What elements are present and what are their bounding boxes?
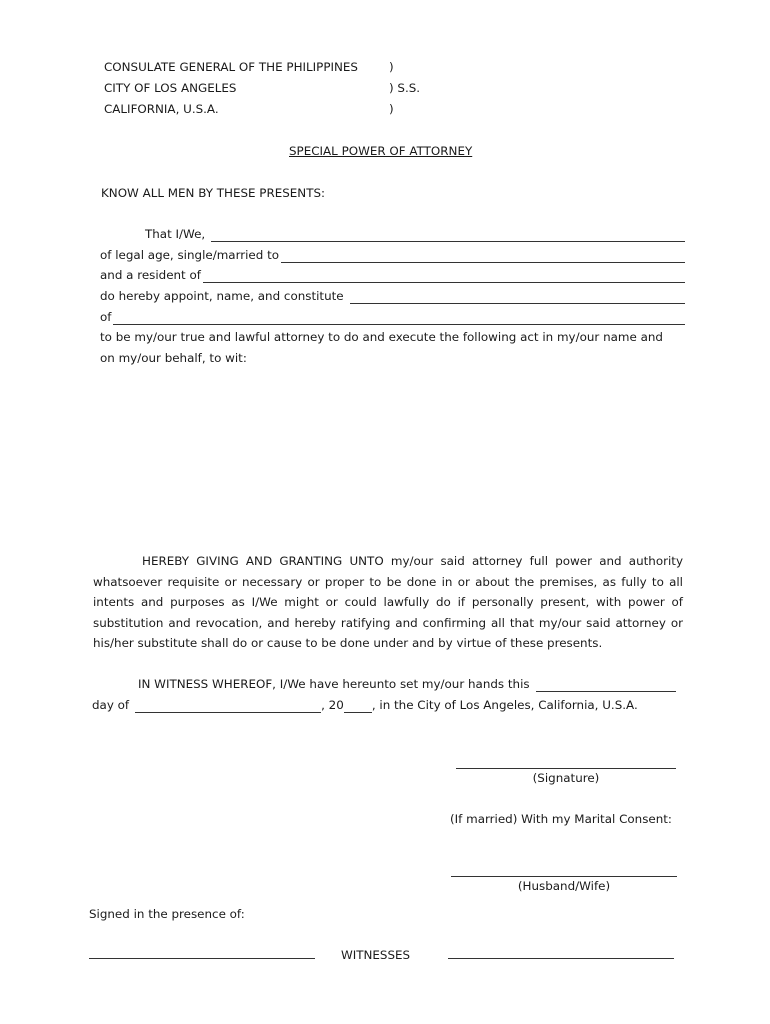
granting-paragraph xyxy=(93,551,683,654)
year-prefix: , 20 xyxy=(321,698,344,712)
resident-label: and a resident of xyxy=(100,268,201,282)
principal-name-blank[interactable] xyxy=(211,229,685,242)
attorney-name-blank[interactable] xyxy=(350,291,685,304)
header-bracket-3: ) xyxy=(389,102,394,116)
witness-1-signature-line[interactable] xyxy=(89,958,315,959)
marital-consent-label: (If married) With my Marital Consent: xyxy=(450,812,672,826)
intro-text: KNOW ALL MEN BY THESE PRESENTS: xyxy=(101,186,326,200)
document-title: SPECIAL POWER OF ATTORNEY xyxy=(289,144,473,158)
spouse-label: (Husband/Wife) xyxy=(517,879,611,893)
witnesses-label: WITNESSES xyxy=(341,948,411,962)
signed-presence-label: Signed in the presence of: xyxy=(89,907,245,921)
attorney-address-blank[interactable] xyxy=(113,312,685,325)
spouse-name-field[interactable] xyxy=(100,247,685,263)
month-blank[interactable] xyxy=(135,700,321,713)
residence-blank[interactable] xyxy=(203,270,685,283)
purpose-line-1: to be my/our true and lawful attorney to do and execute the following act in my/our name and xyxy=(100,330,663,344)
header-line-state: CALIFORNIA, U.S.A. xyxy=(104,102,219,116)
signature-line[interactable] xyxy=(456,768,676,769)
attorney-name-field[interactable] xyxy=(100,288,685,304)
signature-label: (Signature) xyxy=(532,771,600,785)
attorney-address-field[interactable] xyxy=(100,309,685,325)
legal-age-label: of legal age, single/married to xyxy=(100,248,280,262)
witness-day-field[interactable] xyxy=(138,676,676,692)
spouse-signature-line[interactable] xyxy=(451,876,677,877)
spouse-name-blank[interactable] xyxy=(281,250,685,263)
residence-field[interactable] xyxy=(100,267,685,283)
principal-name-field[interactable] xyxy=(145,226,685,242)
of-label: of xyxy=(100,310,112,324)
appoint-label: do hereby appoint, name, and constitute xyxy=(100,289,344,303)
day-blank[interactable] xyxy=(536,679,676,692)
witness-2-signature-line[interactable] xyxy=(448,958,674,959)
purpose-line-2: on my/our behalf, to wit: xyxy=(100,351,247,365)
header-line-consulate: CONSULATE GENERAL OF THE PHILIPPINES xyxy=(104,60,358,74)
year-blank[interactable] xyxy=(344,700,372,713)
granting-paragraph-text: HEREBY GIVING AND GRANTING UNTO my/our said attorney full power and authority whatsoever requisite or necessary or proper to be done in or about the premises, as fully to all intents and purposes as I/We might or could lawfully do if personally present, with power of substitution and revocation, and hereby ratifying and confirming all that my/our said attorney or his/her substitute shall do or cause to be done under and by virtue of these presents. xyxy=(93,554,683,651)
that-we-label: That I/We, xyxy=(145,227,206,241)
day-of-label: day of xyxy=(92,698,130,712)
header-line-city: CITY OF LOS ANGELES xyxy=(104,81,237,95)
header-bracket-ss: ) S.S. xyxy=(389,81,421,95)
witness-date-field[interactable] xyxy=(92,697,638,713)
location-text: , in the City of Los Angeles, California, U.S.A. xyxy=(371,698,638,712)
witness-clause-line1: IN WITNESS WHEREOF, I/We have hereunto set my/our hands this xyxy=(138,677,530,691)
header-bracket-1: ) xyxy=(389,60,394,74)
